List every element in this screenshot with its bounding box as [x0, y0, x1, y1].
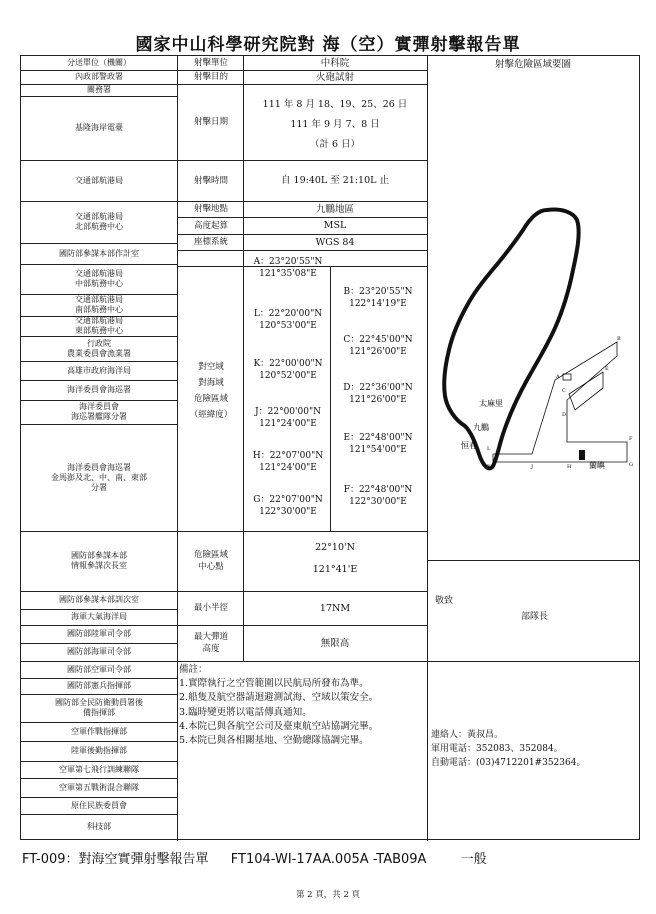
recipient-unit: 陸軍後勤指揮部	[71, 746, 127, 755]
recipient-unit: 國防部憲兵指揮部	[67, 681, 131, 690]
recipient-unit: 基隆海岸電臺	[75, 123, 123, 132]
time-label: 射擊時間	[193, 175, 228, 186]
date-line-3: （計 6 日）	[309, 138, 361, 150]
point-letter: F	[629, 436, 633, 442]
point-letter: J	[531, 464, 534, 470]
zone-point-b: B：23°20'55"N 122°14'19"E	[343, 287, 413, 309]
point-letter: B	[617, 336, 621, 342]
form-id: FT-009：對海空實彈射擊報告單	[22, 852, 209, 867]
recipient-unit: 國防部海軍司令部	[67, 647, 131, 656]
recipient-unit: 國防部陸軍司令部	[67, 629, 131, 638]
point-letter: L	[487, 446, 491, 452]
time-value: 自 19:40L 至 21:10L 止	[281, 175, 389, 186]
notes-heading: 備註：	[179, 664, 208, 675]
zone-label: 對空域 對海域 危險區域 （經緯度）	[189, 361, 233, 420]
page-title: 國家中山科學研究院對 海（空）實彈射擊報告單	[135, 35, 521, 55]
zone-point-j: J：22°00'00"N 121°24'00"E	[255, 407, 321, 429]
label-jiupeng: 九鵬	[473, 423, 489, 432]
auto-phone: 自動電話：(03)4712201#352364。	[431, 758, 586, 768]
danger-zone-map	[427, 70, 639, 560]
max-height-value: 無限高	[320, 637, 350, 649]
height-label: 高度起算	[193, 220, 228, 231]
recipient-unit: 原住民族委員會	[71, 800, 127, 810]
recipient-unit: 行政院 農業委員會漁業署	[67, 338, 131, 358]
recipient-unit: 科技部	[87, 821, 111, 831]
recipient-unit: 國防部參謀本部 情報參謀次長室	[71, 551, 127, 570]
recipient-unit: 國防部全民防衛動員署後 備指揮部	[55, 698, 143, 717]
recipient: 部隊長	[521, 612, 549, 622]
place-value: 九鵬地區	[315, 203, 354, 215]
point-letter: D	[562, 412, 567, 418]
date-label: 射擊日期	[193, 117, 228, 127]
recipient-unit: 交通部航港局 南部航務中心	[75, 295, 123, 314]
zone-point-f: F：22°48'00"N 122°30'00"E	[343, 485, 413, 507]
label-lanyu: 蘭嶼	[589, 461, 605, 470]
radius-label: 最小半徑	[193, 603, 228, 613]
center-lon: 121°41'E	[312, 563, 358, 575]
recipient-unit: 國防部參謀本部訓次室	[59, 595, 139, 604]
center-lat: 22°10'N	[315, 541, 355, 553]
notes	[179, 663, 427, 748]
recipient-unit: 交通部航港局 北部航務中心	[75, 212, 123, 231]
report-form	[20, 55, 640, 840]
note-item: 3.臨時變更將以電話傳真通知。	[179, 706, 312, 718]
doc-code: FT104-WI-17AA.005A -TAB09A	[230, 852, 427, 867]
recipient-unit: 內政部警政署	[75, 72, 123, 81]
zone-point-d: D：22°36'00"N 121°26'00"E	[343, 383, 413, 405]
col-unit-header: 分送單位（機關）	[67, 58, 131, 67]
note-item: 2.船隻及航空器請迴避測試海、空域以策安全。	[179, 692, 379, 704]
salute: 敬致	[435, 596, 454, 606]
date-line-2: 111 年 9 月 7、8 日	[290, 118, 380, 130]
col-value-header: 中科院	[320, 57, 350, 69]
coord-system-label: 座標系統	[193, 237, 228, 247]
recipient-unit: 海軍大氣海洋局	[71, 612, 127, 621]
recipient-unit: 交通部航港局	[75, 175, 123, 185]
recipient-unit: 空軍作戰指揮部	[71, 726, 127, 736]
zone-point-l: L：22°20'00"N 120°53'00"E	[253, 309, 323, 331]
point-letter: G	[629, 462, 633, 468]
contact-name: 連絡人：黃叔昌。	[431, 730, 504, 740]
col-label-header: 射擊單位	[193, 58, 228, 68]
note-item: 1.實際執行之空管範圍以民航局所發布為準。	[179, 678, 369, 690]
radius-value: 17NM	[319, 602, 351, 614]
zone-point-h: H：22°07'00"N 121°24'00"E	[252, 451, 324, 473]
zone-point-a: A：23°20'55"N 121°35'08"E	[253, 257, 323, 279]
recipient-unit: 空軍第五戰術混合聯隊	[59, 782, 139, 792]
recipient-unit: 交通部航港局 中部航務中心	[75, 269, 123, 288]
map-title: 射擊危險區域要圖	[494, 59, 571, 70]
label-hengchun: 恒春	[461, 441, 477, 450]
form-footer	[22, 848, 487, 867]
date-line-1: 111 年 8 月 18、19、25、26 日	[262, 98, 408, 110]
purpose-value: 火砲試射	[315, 71, 354, 83]
point-letter: E	[605, 366, 609, 372]
note-item: 5.本院已與各相關基地、空勤總隊協調完畢。	[179, 735, 369, 747]
zone-point-k: K：22°00'00"N 120°52'00"E	[253, 359, 323, 381]
point-letter: H	[567, 464, 572, 470]
coord-system-value: WGS 84	[315, 236, 355, 248]
zone-point-e: E：22°48'00"N 121°54'00"E	[343, 433, 413, 455]
classification: 一般	[460, 852, 487, 867]
point-letter: C	[562, 388, 566, 394]
purpose-label: 射擊目的	[193, 72, 228, 82]
recipient-unit: 海洋委員會海巡署	[67, 385, 131, 394]
recipient-unit: 關務署	[87, 85, 111, 94]
center-label: 危險區域 中心點	[193, 550, 228, 572]
recipient-unit: 高雄市政府海洋局	[67, 365, 131, 375]
recipient-unit: 交通部航港局 東部航務中心	[75, 316, 123, 335]
military-phone: 軍用電話：352083、352084。	[431, 744, 563, 754]
recipient-unit: 國防部參謀本部作計室	[59, 248, 139, 258]
page-number: 第 2 頁，共 2 頁	[295, 890, 361, 900]
zone-point-g: G：22°07'00"N 122°30'00"E	[253, 495, 323, 517]
point-letter: A	[556, 374, 560, 380]
point-letter: K	[487, 464, 491, 470]
recipient-unit: 國防部空軍司令部	[67, 664, 131, 674]
recipient-unit: 空軍第七飛行訓練聯隊	[59, 764, 139, 774]
height-value: MSL	[323, 220, 347, 231]
recipient-unit: 海洋委員會海巡署 金馬澎及北、中、南、東部 分署	[51, 462, 147, 492]
contact-info	[431, 728, 585, 770]
place-label: 射擊地點	[193, 204, 228, 214]
max-height-label: 最大彈道 高度	[193, 632, 228, 654]
label-taimali: 太麻里	[479, 399, 503, 408]
zone-point-c: C：22°45'00"N 121°26'00"E	[343, 335, 413, 357]
recipient-unit: 海洋委員會 海巡署艦隊分署	[71, 402, 127, 421]
taiwan-coastline	[444, 209, 578, 468]
note-item: 4.本院已與各航空公司及臺東航空站協調完畢。	[179, 720, 379, 732]
